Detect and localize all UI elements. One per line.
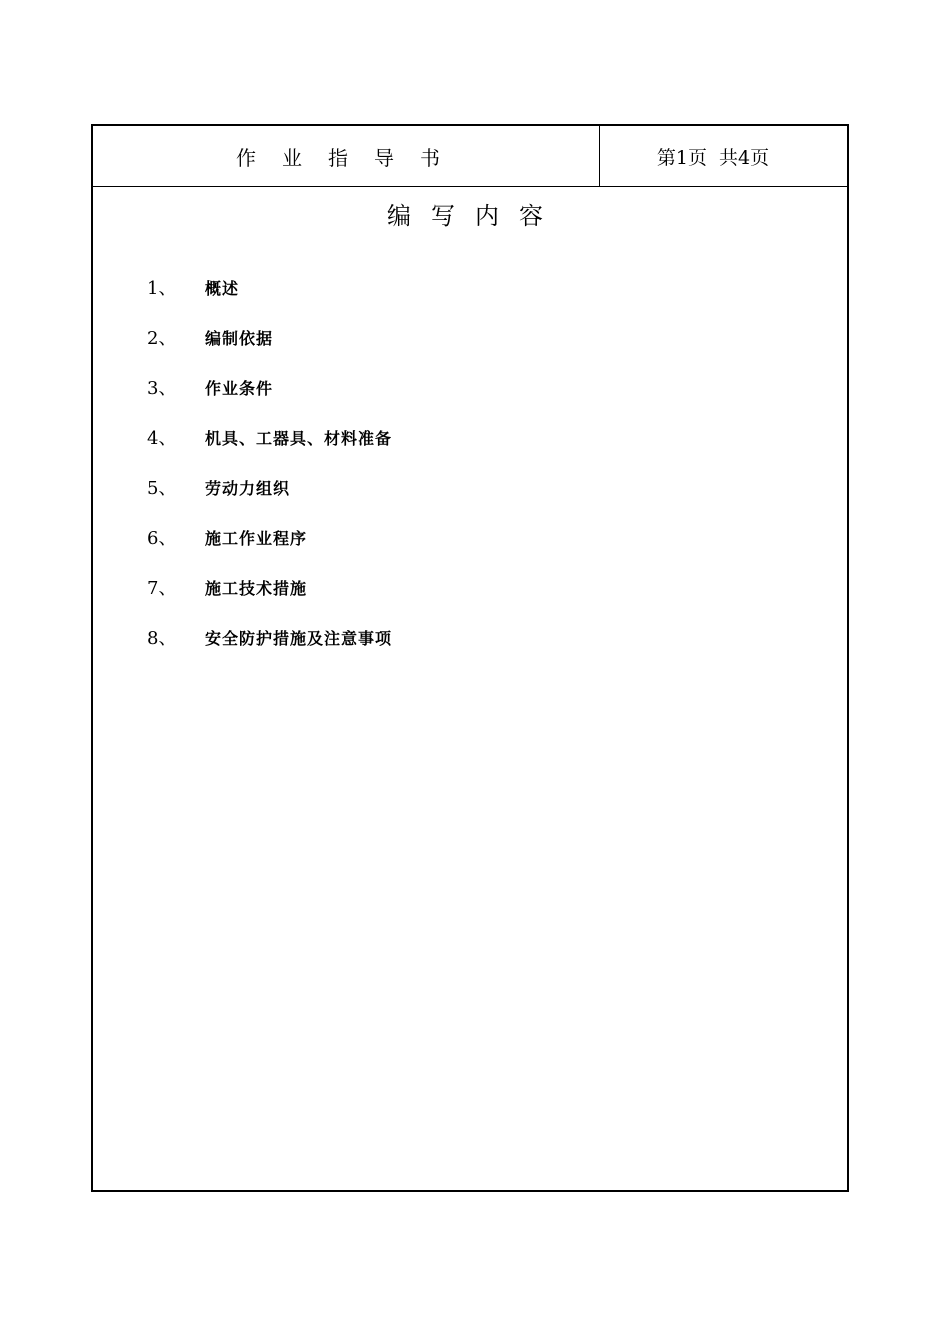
toc-label: 施工作业程序 xyxy=(205,528,308,548)
section-title: 编写内容 xyxy=(387,202,563,230)
toc-number: 1、 xyxy=(147,278,177,299)
toc-number: 7、 xyxy=(147,578,177,599)
toc-label: 编制依据 xyxy=(205,328,274,348)
toc-item-8 xyxy=(147,612,392,662)
toc-number: 4、 xyxy=(147,428,177,449)
table-of-contents xyxy=(147,262,392,662)
toc-item-4 xyxy=(147,412,392,462)
toc-item-5 xyxy=(147,462,392,512)
toc-item-2 xyxy=(147,312,392,362)
toc-label: 机具、工器具、材料准备 xyxy=(205,428,393,448)
toc-item-7 xyxy=(147,562,392,612)
header-row xyxy=(93,126,847,187)
toc-number: 2、 xyxy=(147,328,177,349)
toc-label: 安全防护措施及注意事项 xyxy=(205,628,393,648)
toc-item-6 xyxy=(147,512,392,562)
toc-label: 概述 xyxy=(205,278,240,298)
toc-label: 作业条件 xyxy=(205,378,274,398)
document-frame xyxy=(91,124,849,1192)
toc-item-1 xyxy=(147,262,392,312)
toc-item-3 xyxy=(147,362,392,412)
toc-label: 劳动力组织 xyxy=(205,478,291,498)
document-title: 作业指导书 xyxy=(93,126,600,186)
toc-number: 3、 xyxy=(147,378,177,399)
toc-number: 6、 xyxy=(147,528,177,549)
page-indicator: 第1页 共4页 xyxy=(656,146,770,169)
toc-number: 5、 xyxy=(147,478,177,499)
toc-label: 施工技术措施 xyxy=(205,578,308,598)
toc-number: 8、 xyxy=(147,628,177,649)
